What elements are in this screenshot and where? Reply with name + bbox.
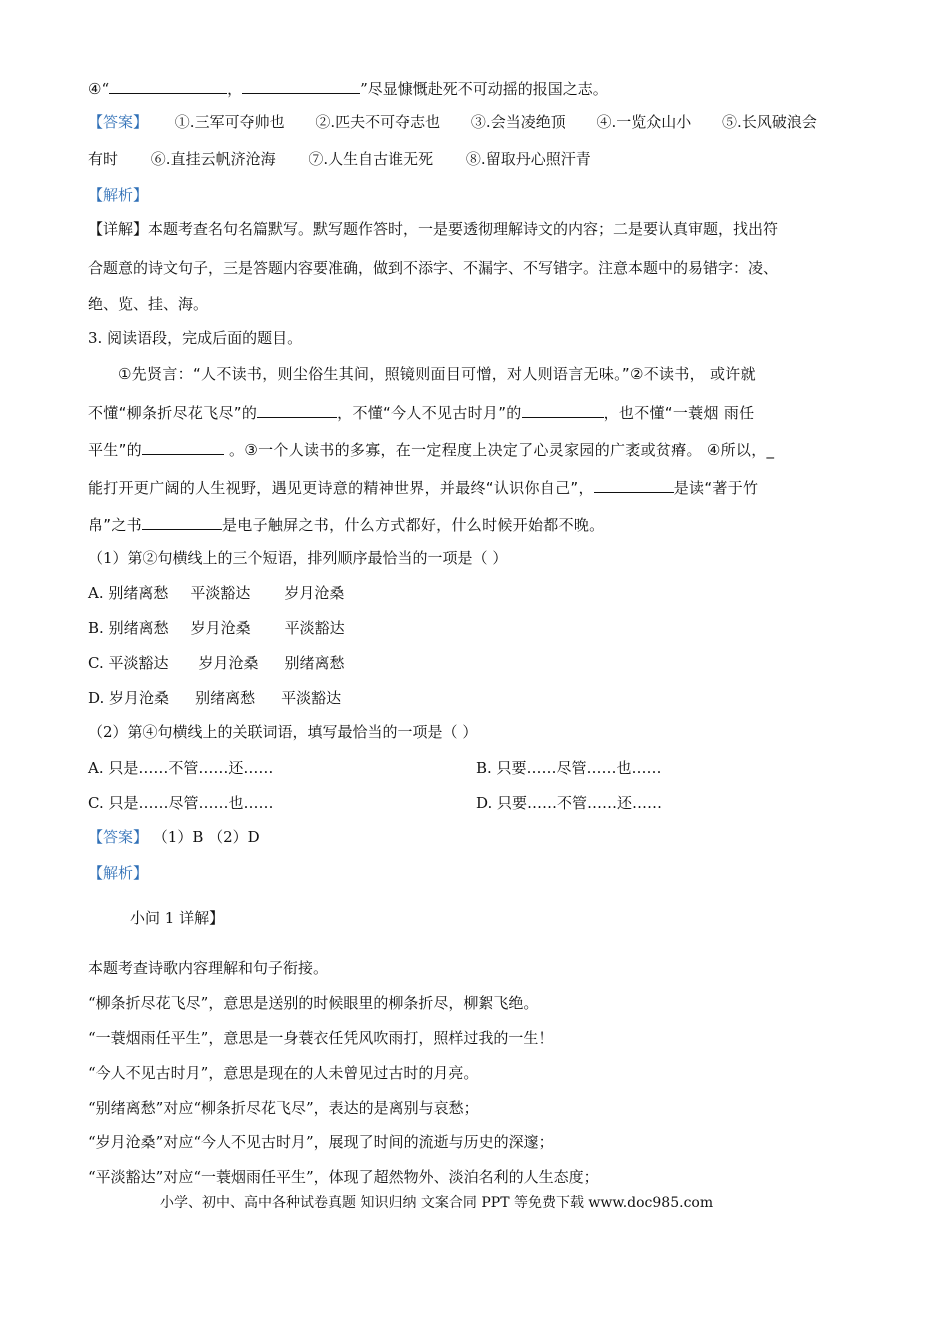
- answer-item: ①.三军可夺帅也: [174, 113, 285, 131]
- option-term: 岁月沧桑: [284, 584, 345, 602]
- answer-item: ②.匹夫不可夺志也: [315, 113, 441, 131]
- option-term: 别绪离愁: [284, 654, 345, 672]
- answer-item: ⑥.直挂云帆济沧海: [150, 150, 276, 168]
- answer-tag: 【答案】: [88, 113, 149, 131]
- question-3-title: 3. 阅读语段，完成后面的题目。: [88, 329, 303, 347]
- option-term: 平淡豁达: [281, 689, 342, 707]
- passage-text: ，不懂“今人不见古时月”的: [337, 404, 522, 422]
- passage-blank: [594, 476, 674, 493]
- answer-item: ⑧.留取丹心照汗青: [465, 150, 591, 168]
- fill-separator: ，: [227, 80, 243, 98]
- option-letter: D.: [88, 689, 105, 707]
- passage-line: [88, 513, 605, 535]
- option-row: [88, 653, 345, 673]
- explain-line: 本题考查诗歌内容理解和句子衔接。: [88, 959, 329, 977]
- option-term: 岁月沧桑: [109, 689, 170, 707]
- option-term: 别绪离愁: [108, 619, 169, 637]
- option-term: 平淡豁达: [190, 584, 251, 602]
- answer-item: ④.一览众山小: [596, 113, 692, 131]
- option-term: 别绪离愁: [108, 584, 169, 602]
- option-row: [88, 583, 344, 603]
- fill-suffix: ”尽显慷慨赴死不可动摇的报国之志。: [360, 80, 608, 98]
- passage-text: 能打开更广阔的人生视野，遇见更诗意的精神世界，并最终“认识你自己”，: [88, 479, 594, 497]
- option-row: [88, 618, 345, 638]
- page-footer: 小学、初中、高中各种试卷真题 知识归纳 文案合同 PPT 等免费下载 www.doc985.com: [160, 1195, 714, 1211]
- detail-line: 合题意的诗文句子，三是答题内容要准确，做到不添字、不漏字、不写错字。注意本题中的易错字：凌、: [88, 259, 779, 277]
- analysis-tag: 【解析】: [88, 864, 149, 882]
- answer-item: ⑦.人生自古谁无死: [308, 150, 434, 168]
- option-letter: B.: [88, 619, 104, 637]
- answer-line-3: [88, 827, 260, 847]
- explain-line: “平淡豁达”对应“一蓑烟雨任平生”，体现了超然物外、淡泊名利的人生态度；: [88, 1168, 599, 1186]
- answer-item: 有时: [88, 150, 119, 168]
- explain-line: “别绪离愁”对应“柳条折尽花飞尽”，表达的是离别与哀愁；: [88, 1099, 479, 1117]
- blank-1: [109, 77, 227, 94]
- fill-in-line: [88, 77, 608, 99]
- option-letter: A.: [88, 584, 104, 602]
- passage-text: 帛”之书: [88, 516, 142, 534]
- option-term: 别绪离愁: [195, 689, 256, 707]
- answer-item: ⑤.长风破浪会: [722, 113, 817, 131]
- blank-2: [242, 77, 360, 94]
- passage-line: [88, 438, 774, 460]
- option-term: 平淡豁达: [108, 654, 169, 672]
- option-letter: C.: [88, 654, 104, 672]
- passage-text: 。③一个人读书的多寡，在一定程度上决定了心灵家园的广袤或贫瘠。 ④所以，_: [223, 441, 775, 459]
- answer-line-2: [88, 149, 591, 169]
- explain-line: “一蓑烟雨任平生”，意思是一身蓑衣任凭风吹雨打，照样过我的一生！: [88, 1029, 554, 1047]
- passage-text: ，也不懂“一蓑烟 雨任: [603, 404, 755, 422]
- answer-text: （1）B （2）D: [152, 828, 260, 846]
- answer-item: ③.会当凌绝顶: [470, 113, 566, 131]
- passage-text: 是电子触屏之书，什么方式都好，什么时候开始都不晚。: [221, 516, 605, 534]
- sub-question-2: （2）第④句横线上的关联词语，填写最恰当的一项是（ ）: [88, 723, 478, 741]
- explain-line: “柳条折尽花飞尽”，意思是送别的时候眼里的柳条折尽，柳絮飞绝。: [88, 994, 539, 1012]
- detail-line: 绝、览、挂、海。: [88, 295, 209, 313]
- passage-line: ①先贤言：“人不读书，则尘俗生其间，照镜则面目可憎，对人则语言无味。”②不读书， 或许就: [118, 365, 756, 383]
- passage-blank: [142, 438, 224, 455]
- sub-question-1: （1）第②句横线上的三个短语，排列顺序最恰当的一项是（ ）: [88, 549, 508, 567]
- passage-text: 是读“著于竹: [673, 479, 759, 497]
- option-b: B. 只要……尽管……也……: [476, 759, 662, 777]
- answer-line-1: [88, 112, 817, 132]
- option-term: 岁月沧桑: [198, 654, 259, 672]
- option-c: C. 只是……尽管……也……: [88, 794, 274, 812]
- option-a: A. 只是……不管……还……: [88, 759, 274, 777]
- passage-blank: [257, 401, 337, 418]
- analysis-tag: 【解析】: [88, 186, 149, 204]
- option-d: D. 只要……不管……还……: [476, 794, 663, 812]
- passage-text: 平生”的: [88, 441, 142, 459]
- passage-line: [88, 476, 758, 498]
- fill-prefix: ④“: [88, 80, 110, 98]
- explain-line: “岁月沧桑”对应“今人不见古时月”，展现了时间的流逝与历史的深邃；: [88, 1133, 554, 1151]
- option-row: [88, 688, 341, 708]
- explain-line: “今人不见古时月”，意思是现在的人未曾见过古时的月亮。: [88, 1064, 479, 1082]
- sub-heading: 小问 1 详解】: [130, 909, 225, 927]
- option-term: 岁月沧桑: [190, 619, 251, 637]
- passage-blank: [142, 513, 222, 530]
- detail-line: 【详解】本题考查名句名篇默写。默写题作答时，一是要透彻理解诗文的内容；二是要认真审题，找出符: [88, 220, 779, 238]
- option-term: 平淡豁达: [284, 619, 345, 637]
- passage-text: 不懂“柳条折尽花飞尽”的: [88, 404, 258, 422]
- passage-line: [88, 401, 754, 423]
- passage-blank: [522, 401, 604, 418]
- answer-tag: 【答案】: [88, 828, 149, 846]
